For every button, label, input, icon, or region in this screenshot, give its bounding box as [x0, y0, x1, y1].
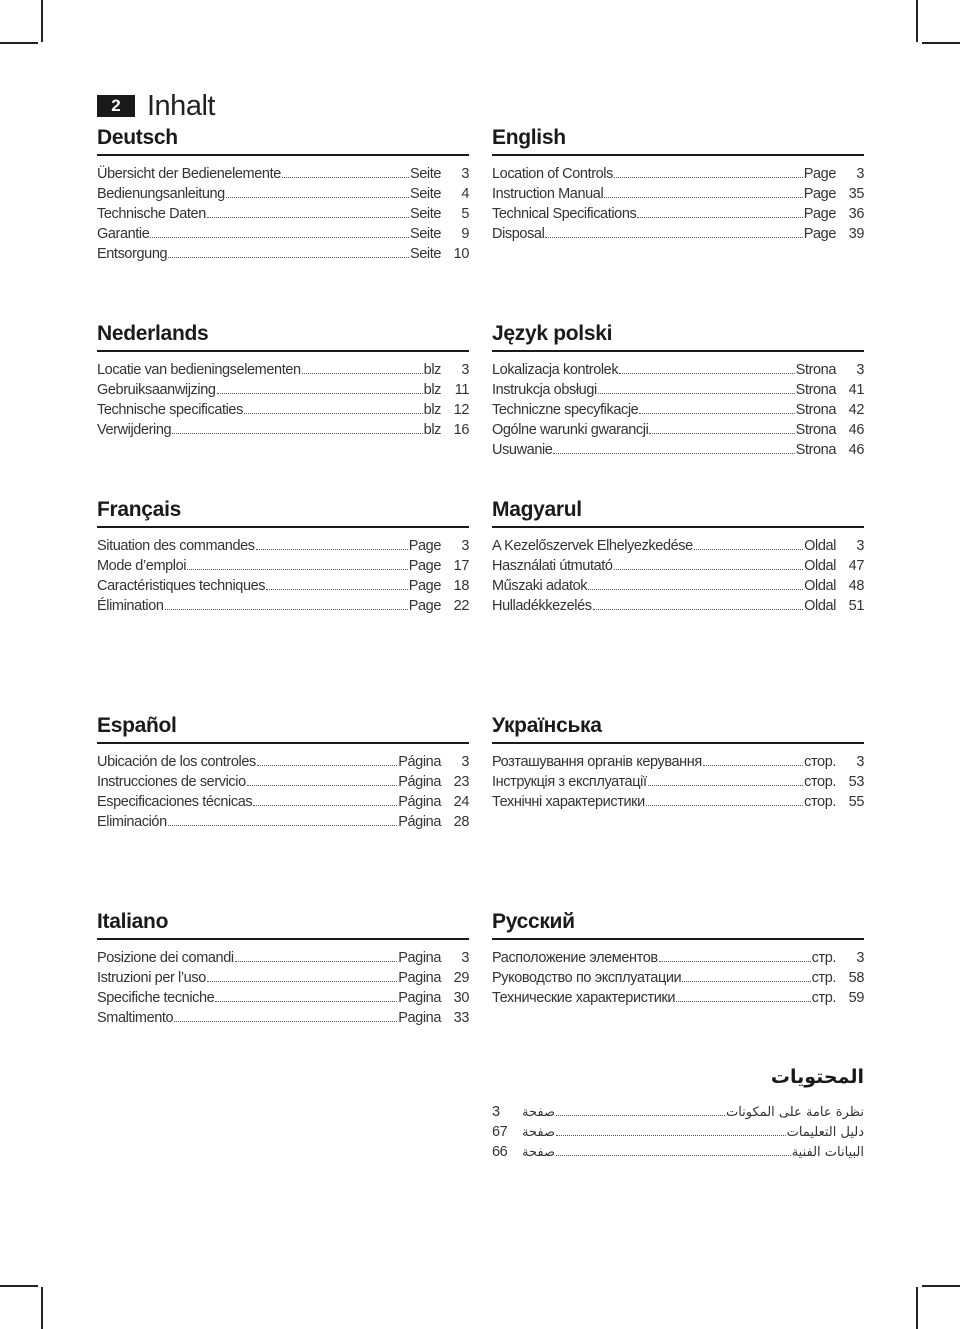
page-word: Page: [408, 558, 441, 574]
toc-section-arabic: [492, 1066, 864, 1162]
dot-leader: [187, 569, 408, 570]
dot-leader: [282, 177, 409, 178]
page-number: 3: [856, 538, 864, 554]
page-number: 51: [848, 598, 864, 614]
dot-leader: [556, 1135, 786, 1136]
toc-entry: [97, 556, 469, 576]
page-word: Page: [803, 226, 836, 242]
page-number: 11: [454, 382, 469, 398]
page-word: Oldal: [804, 538, 836, 554]
page-number: 3: [461, 754, 469, 770]
entry-label: Usuwanie: [492, 442, 553, 458]
dot-leader: [619, 373, 794, 374]
toc-section-deutsch: [97, 126, 469, 264]
toc-section-italiano: [97, 910, 469, 1028]
toc-entry: [492, 792, 864, 812]
entry-label: Posizione dei comandi: [97, 950, 234, 966]
page-word: Página: [398, 794, 441, 810]
toc-entry: [492, 556, 864, 576]
page-title: Inhalt: [147, 89, 215, 122]
page-word: Seite: [409, 226, 441, 242]
dot-leader: [646, 805, 803, 806]
toc-entry: [492, 1142, 864, 1162]
dot-leader: [545, 237, 802, 238]
entry-label: Istruzioni per l’uso: [97, 970, 206, 986]
page-number: 10: [453, 246, 469, 262]
page-number: 3: [856, 950, 864, 966]
entry-label: Használati útmutató: [492, 558, 613, 574]
entry-label: Технические характеристики: [492, 990, 676, 1006]
toc-entry: [97, 988, 469, 1008]
entry-label: A Kezelőszervek Elhelyezkedése: [492, 538, 693, 554]
page-number: 23: [453, 774, 469, 790]
page-number: 17: [453, 558, 469, 574]
dot-leader: [244, 413, 423, 414]
section-title: Deutsch: [97, 126, 469, 156]
page-word: Page: [803, 166, 836, 182]
page-word: blz: [423, 362, 441, 378]
entry-label: Технічні характеристики: [492, 794, 645, 810]
dot-leader: [676, 1001, 811, 1002]
dot-leader: [257, 765, 397, 766]
toc-entry: [97, 184, 469, 204]
page-word: Seite: [409, 246, 441, 262]
section-title: Français: [97, 498, 469, 528]
entry-label: دليل التعليمات: [786, 1125, 864, 1140]
entry-label: Situation des commandes: [97, 538, 255, 554]
page-word: صفحة: [522, 1125, 555, 1140]
entry-label: Hulladékkezelés: [492, 598, 592, 614]
page-number: 16: [453, 422, 469, 438]
page-word: Página: [398, 774, 441, 790]
toc-entry: [97, 576, 469, 596]
entry-label: Specifiche tecniche: [97, 990, 215, 1006]
page-word: стр.: [811, 970, 836, 986]
page-number: 9: [461, 226, 469, 242]
toc-entry: [97, 360, 469, 380]
toc-entry: [97, 164, 469, 184]
page-word: Page: [408, 538, 441, 554]
dot-leader: [235, 961, 398, 962]
dot-leader: [593, 609, 804, 610]
dot-leader: [556, 1115, 725, 1116]
page-number: 46: [848, 442, 864, 458]
section-title: Español: [97, 714, 469, 744]
page-number: 5: [461, 206, 469, 222]
page-word: стор.: [804, 794, 836, 810]
section-title: Nederlands: [97, 322, 469, 352]
toc-section-polski: [492, 322, 864, 460]
page-number: 39: [848, 226, 864, 242]
toc-section-francais: [97, 498, 469, 616]
dot-leader: [253, 805, 397, 806]
toc-entry: [97, 420, 469, 440]
toc-entry: [492, 596, 864, 616]
toc-section-russkiy: [492, 910, 864, 1008]
page-number: 3: [461, 362, 469, 378]
toc-section-espanol: [97, 714, 469, 832]
page-number: 66: [492, 1144, 508, 1160]
dot-leader: [168, 825, 398, 826]
entry-label: Übersicht der Bedienelemente: [97, 166, 281, 182]
toc-section-magyarul: [492, 498, 864, 616]
entry-label: Technische Daten: [97, 206, 206, 222]
toc-entry: [492, 536, 864, 556]
page-number: 2: [97, 95, 135, 117]
page-word: Page: [803, 186, 836, 202]
toc-entry: [97, 224, 469, 244]
section-title: Русский: [492, 910, 864, 940]
dot-leader: [703, 765, 803, 766]
page-number: 67: [492, 1124, 508, 1140]
page-word: blz: [423, 422, 441, 438]
crop-mark-bl-h: [0, 1285, 38, 1287]
dot-leader: [207, 981, 397, 982]
section-title: Magyarul: [492, 498, 864, 528]
page-number: 59: [848, 990, 864, 1006]
entry-label: Eliminación: [97, 814, 167, 830]
dot-leader: [256, 549, 408, 550]
toc-entry: [492, 988, 864, 1008]
page-word: Pagina: [398, 1010, 441, 1026]
dot-leader: [215, 1001, 397, 1002]
page-word: Seite: [409, 166, 441, 182]
page-number: 47: [848, 558, 864, 574]
dot-leader: [553, 453, 794, 454]
toc-entry: [492, 420, 864, 440]
entry-label: البيانات الفنية: [791, 1145, 864, 1160]
toc-section-nederlands: [97, 322, 469, 440]
dot-leader: [598, 393, 795, 394]
dot-leader: [614, 569, 804, 570]
entry-label: Műszaki adatok: [492, 578, 588, 594]
toc-entry: [97, 968, 469, 988]
toc-entry: [492, 968, 864, 988]
dot-leader: [649, 433, 794, 434]
page-number: 35: [848, 186, 864, 202]
section-title: Українська: [492, 714, 864, 744]
dot-leader: [694, 549, 803, 550]
entry-label: Caractéristiques techniques: [97, 578, 266, 594]
toc-entry: [97, 1008, 469, 1028]
page-word: Página: [398, 754, 441, 770]
page-header: [97, 86, 215, 126]
page-word: Pagina: [398, 990, 441, 1006]
page-word: Pagina: [398, 950, 441, 966]
entry-label: Verwijdering: [97, 422, 172, 438]
page-number: 55: [848, 794, 864, 810]
toc-entry: [492, 380, 864, 400]
entry-label: Gebruiksaanwijzing: [97, 382, 216, 398]
page-number: 29: [453, 970, 469, 986]
dot-leader: [226, 197, 409, 198]
entry-label: Garantie: [97, 226, 150, 242]
dot-leader: [165, 609, 408, 610]
dot-leader: [682, 981, 810, 982]
toc-entry: [492, 752, 864, 772]
page-number: 3: [461, 538, 469, 554]
toc-entry: [97, 792, 469, 812]
entry-label: Élimination: [97, 598, 164, 614]
toc-entry: [97, 752, 469, 772]
dot-leader: [168, 257, 409, 258]
entry-label: Mode d’emploi: [97, 558, 187, 574]
page-word: стор.: [804, 774, 836, 790]
entry-label: نظرة عامة على المكونات: [725, 1105, 864, 1120]
toc-entry: [97, 204, 469, 224]
dot-leader: [172, 433, 422, 434]
crop-mark-tl-v: [41, 0, 43, 42]
toc-entry: [97, 772, 469, 792]
page-word: Página: [398, 814, 441, 830]
entry-label: Інструкція з експлуатації: [492, 774, 647, 790]
page-number: 18: [453, 578, 469, 594]
page-word: Oldal: [804, 578, 836, 594]
entry-label: Руководство по эксплуатации: [492, 970, 682, 986]
toc-entry: [97, 948, 469, 968]
entry-label: Techniczne specyfikacje: [492, 402, 639, 418]
dot-leader: [604, 197, 802, 198]
page-number: 30: [453, 990, 469, 1006]
page-word: Strona: [795, 422, 836, 438]
toc-entry: [97, 244, 469, 264]
page-number: 3: [856, 754, 864, 770]
dot-leader: [556, 1155, 791, 1156]
toc-entry: [492, 576, 864, 596]
entry-label: Розташування органів керування: [492, 754, 702, 770]
page-word: صفحة: [522, 1105, 555, 1120]
entry-label: Instruction Manual: [492, 186, 604, 202]
dot-leader: [639, 413, 794, 414]
toc-entry: [97, 596, 469, 616]
toc-entry: [97, 400, 469, 420]
entry-label: Technische specificaties: [97, 402, 243, 418]
toc-entry: [492, 164, 864, 184]
page-word: Seite: [409, 206, 441, 222]
toc-entry: [492, 440, 864, 460]
page-word: стр.: [811, 950, 836, 966]
toc-entry: [97, 536, 469, 556]
page-word: blz: [423, 382, 441, 398]
dot-leader: [588, 589, 803, 590]
entry-label: Disposal: [492, 226, 545, 242]
crop-mark-br-h: [922, 1285, 960, 1287]
page-number: 33: [453, 1010, 469, 1026]
dot-leader: [302, 373, 423, 374]
entry-label: Расположение элементов: [492, 950, 658, 966]
page-word: Strona: [795, 402, 836, 418]
entry-label: Smaltimento: [97, 1010, 174, 1026]
toc-entry: [492, 772, 864, 792]
dot-leader: [266, 589, 408, 590]
entry-label: Instrukcja obsługi: [492, 382, 597, 398]
dot-leader: [637, 217, 802, 218]
page-number: 3: [856, 166, 864, 182]
crop-mark-bl-v: [41, 1287, 43, 1329]
page-number: 3: [461, 950, 469, 966]
toc-entry: [492, 1122, 864, 1142]
toc-section-ukrainska: [492, 714, 864, 812]
page-number: 24: [453, 794, 469, 810]
page-number: 58: [848, 970, 864, 986]
page-word: Seite: [409, 186, 441, 202]
page-word: Page: [408, 598, 441, 614]
page-number: 53: [848, 774, 864, 790]
entry-label: Location of Controls: [492, 166, 613, 182]
page-word: стр.: [811, 990, 836, 1006]
dot-leader: [659, 961, 811, 962]
page-number: 48: [848, 578, 864, 594]
entry-label: Entsorgung: [97, 246, 168, 262]
crop-mark-br-v: [916, 1287, 918, 1329]
section-title: English: [492, 126, 864, 156]
entry-label: Locatie van bedieningselementen: [97, 362, 301, 378]
page-number: 36: [848, 206, 864, 222]
page-word: Oldal: [804, 598, 836, 614]
page-word: Strona: [795, 382, 836, 398]
dot-leader: [247, 785, 397, 786]
toc-section-english: [492, 126, 864, 244]
entry-label: Ogólne warunki gwarancji: [492, 422, 649, 438]
section-title: Język polski: [492, 322, 864, 352]
section-title: Italiano: [97, 910, 469, 940]
toc-entry: [97, 812, 469, 832]
page-word: Oldal: [804, 558, 836, 574]
page-number: 4: [461, 186, 469, 202]
page-word: Page: [408, 578, 441, 594]
section-title: المحتويات: [770, 1066, 864, 1088]
entry-label: Bedienungsanleitung: [97, 186, 225, 202]
toc-entry: [492, 204, 864, 224]
page-number: 3: [461, 166, 469, 182]
entry-label: Lokalizacja kontrolek: [492, 362, 619, 378]
page-number: 22: [453, 598, 469, 614]
crop-mark-tl-h: [0, 42, 38, 44]
crop-mark-tr-h: [922, 42, 960, 44]
toc-entry: [492, 224, 864, 244]
page-word: Strona: [795, 362, 836, 378]
page-word: Strona: [795, 442, 836, 458]
page-word: Page: [803, 206, 836, 222]
entry-label: Technical Specifications: [492, 206, 637, 222]
toc-entry: [492, 184, 864, 204]
toc-entry: [492, 400, 864, 420]
toc-entry: [492, 948, 864, 968]
page-word: Pagina: [398, 970, 441, 986]
toc-entry: [97, 380, 469, 400]
entry-label: Ubicación de los controles: [97, 754, 256, 770]
dot-leader: [217, 393, 423, 394]
crop-mark-tr-v: [916, 0, 918, 42]
entry-label: Instrucciones de servicio: [97, 774, 246, 790]
toc-entry: [492, 360, 864, 380]
page-number: 46: [848, 422, 864, 438]
page-word: صفحة: [522, 1145, 555, 1160]
toc-entry: [492, 1102, 864, 1122]
dot-leader: [648, 785, 804, 786]
page-number: 41: [848, 382, 864, 398]
page-number: 3: [856, 362, 864, 378]
page-number: 28: [453, 814, 469, 830]
dot-leader: [150, 237, 409, 238]
page-number: 42: [848, 402, 864, 418]
entry-label: Especificaciones técnicas: [97, 794, 253, 810]
page-number: 3: [492, 1104, 500, 1120]
dot-leader: [174, 1021, 397, 1022]
page-word: стор.: [804, 754, 836, 770]
page-word: blz: [423, 402, 441, 418]
dot-leader: [207, 217, 409, 218]
page-number: 12: [453, 402, 469, 418]
dot-leader: [614, 177, 803, 178]
